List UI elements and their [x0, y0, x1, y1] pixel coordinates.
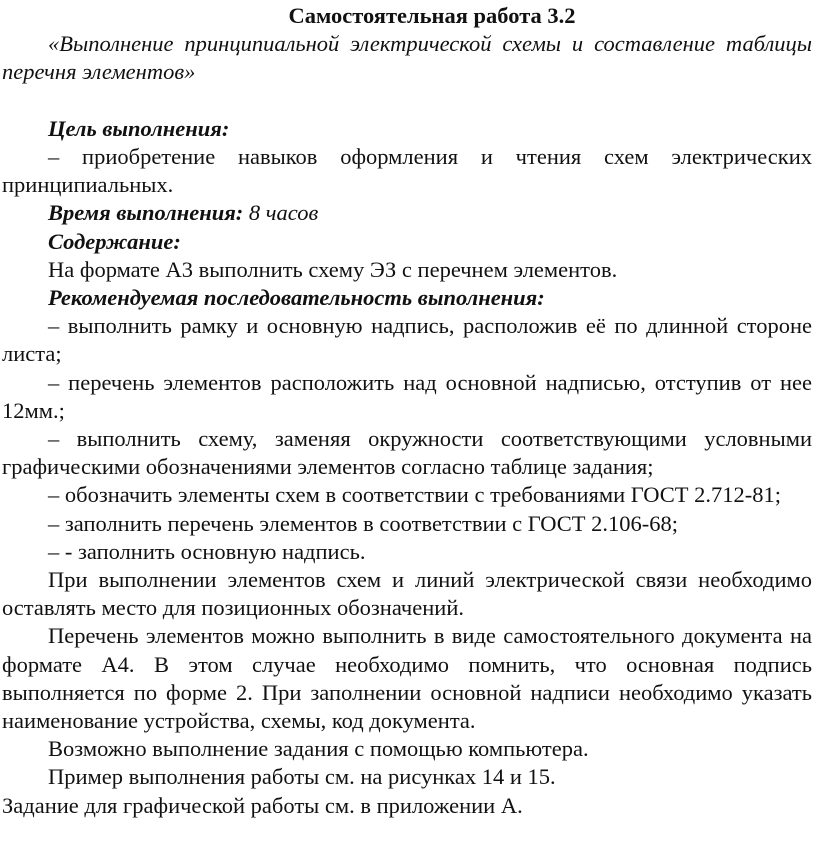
content-heading: Содержание: [48, 228, 181, 254]
step-item: – перечень элементов расположить над основной надписью, отступив от нее 12мм.; [2, 369, 812, 423]
goal-text: – приобретение навыков оформления и чтения схем электрических принципиальных. [2, 144, 812, 198]
body-paragraph: Перечень элементов можно выполнить в виде самостоятельного документа на формате А4. В этом случае необходимо помнить, что основная подпись выполняется по форме 2. При заполнении основной надписи необходимо указать наименование устройства, схемы, код документа. [2, 623, 812, 734]
step-item: – - заполнить основную надпись. [48, 538, 366, 564]
step-item: – выполнить рамку и основную надпись, расположив её по длинной стороне листа; [2, 313, 812, 367]
body-paragraph: При выполнении элементов схем и линий электрической связи необходимо оставлять место для позиционных обозначений. [2, 567, 812, 621]
final-line: Задание для графической работы см. в приложении А. [2, 792, 523, 818]
time-line [2, 199, 812, 227]
time-value: 8 часов [248, 200, 319, 226]
step-item: – заполнить перечень элементов в соответствии с ГОСТ 2.106-68; [48, 510, 679, 536]
time-heading: Время выполнения: [48, 200, 244, 226]
body-paragraph: Возможно выполнение задания с помощью компьютера. [48, 736, 589, 762]
document-title: Самостоятельная работа 3.2 [288, 3, 576, 28]
document-subtitle: «Выполнение принципиальной электрической схемы и составление таблицы перечня элементов» [2, 31, 812, 85]
step-item: – обозначить элементы схем в соответствии с требованиями ГОСТ 2.712-81; [48, 482, 781, 508]
blank-line [2, 87, 812, 115]
goal-heading: Цель выполнения: [48, 115, 230, 141]
body-paragraph: Пример выполнения работы см. на рисунках 14 и 15. [48, 764, 556, 790]
sequence-heading: Рекомендуемая последовательность выполнения: [48, 285, 545, 311]
step-item: – выполнить схему, заменяя окружности соответствующими условными графическими обозначениями элементов согласно таблице задания; [2, 426, 812, 480]
content-text: На формате А3 выполнить схему ЭЗ с перечнем элементов. [48, 256, 618, 282]
